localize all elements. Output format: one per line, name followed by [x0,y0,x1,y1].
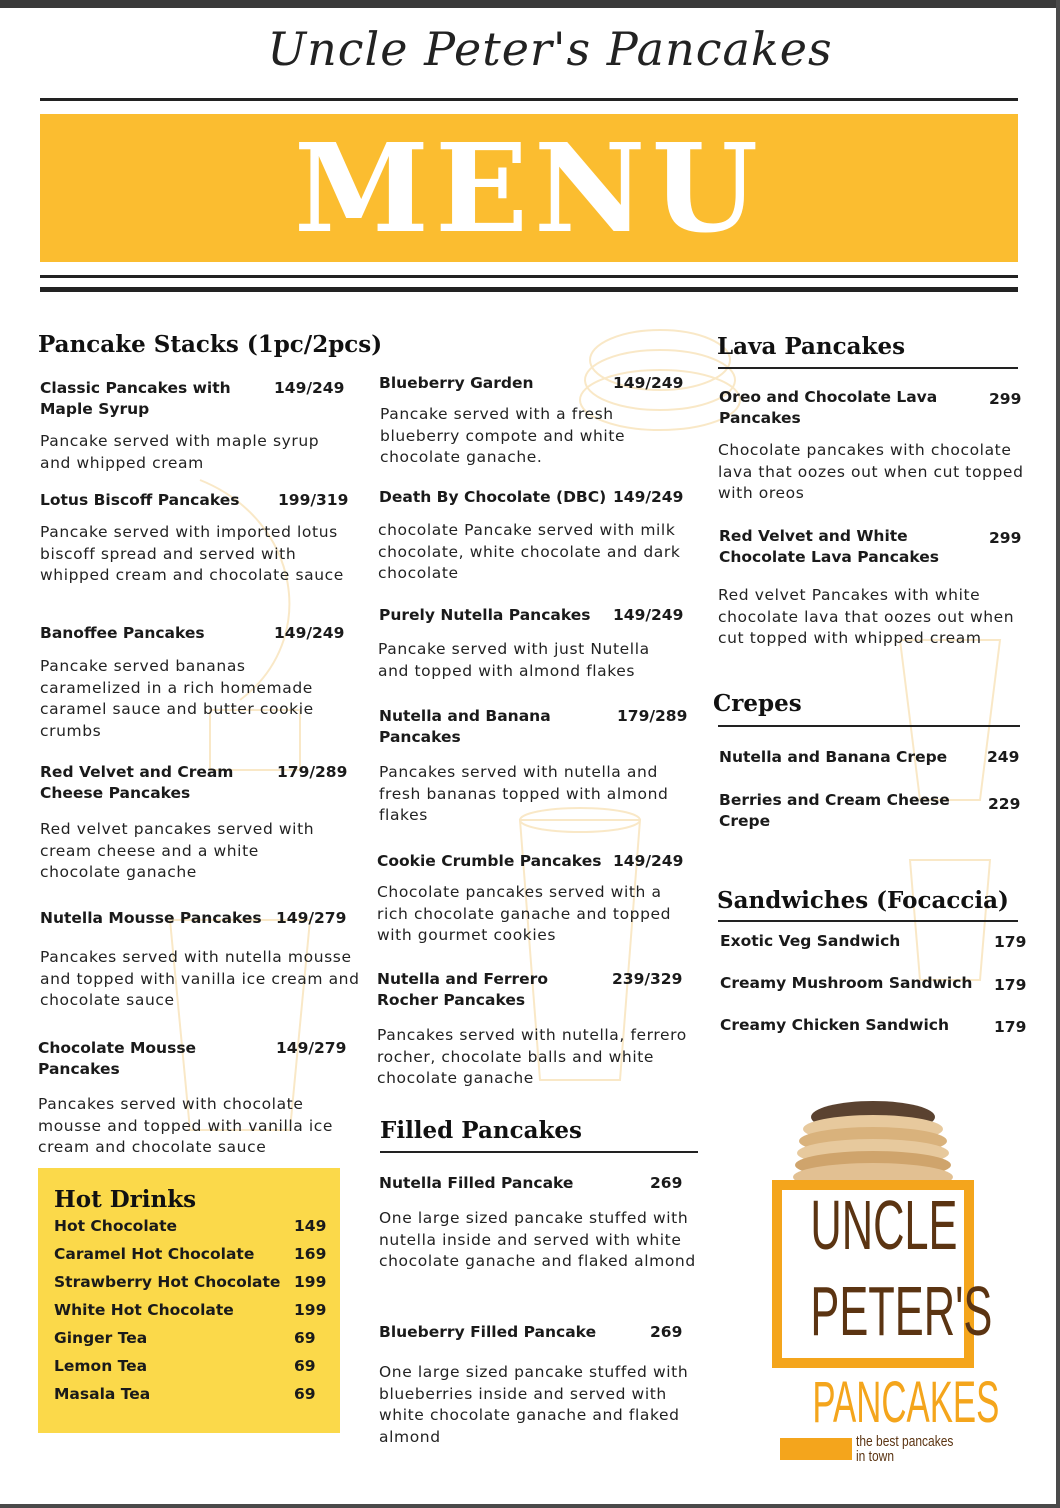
bottom-border [0,1504,1060,1508]
item-price: 149/249 [613,374,684,392]
item-price: 179 [994,976,1027,994]
logo-text: UNCLE [810,1186,958,1264]
logo-tagline-line: the best pancakes [856,1433,954,1450]
logo-bar [780,1438,852,1460]
item-name: Nutella and Ferrero Rocher Pancakes [377,970,548,1009]
item-description: Pancake served bananas caramelized in a rich homemade caramel sauce and butter cookie crumbs [40,657,314,740]
item-name: Exotic Veg Sandwich [720,932,901,950]
item-price: 149/249 [613,852,684,870]
right-border [1056,0,1060,1508]
item-name: Classic Pancakes with Maple Syrup [40,379,231,418]
divider [40,98,1018,101]
item-price: 179 [994,933,1027,951]
item-description: Pancakes served with chocolate mousse and topped with vanilla ice cream and chocolate sauce [38,1095,334,1156]
divider [718,725,1020,727]
item-description: Chocolate pancakes with chocolate lava that oozes out when cut topped with oreos [718,441,1024,502]
item-price: 179/289 [617,707,688,725]
item-description: Pancake served with a fresh blueberry compote and white chocolate ganache. [380,405,626,466]
item-price: 149/249 [613,488,684,506]
item-price: 149/279 [276,1039,347,1057]
item-price: 299 [989,390,1022,408]
item-name: Oreo and Chocolate Lava Pancakes [719,388,938,427]
item-name: Purely Nutella Pancakes [379,606,591,624]
item-description: Pancakes served with nutella mousse and topped with vanilla ice cream and chocolate sauce [40,948,360,1009]
item-description: Chocolate pancakes served with a rich chocolate ganache and topped with gourmet cookies [377,883,672,944]
item-name: Chocolate Mousse Pancakes [38,1039,197,1078]
item-price: 249 [987,748,1020,766]
item-price: 149/249 [613,606,684,624]
divider [380,1151,698,1153]
item-description: Pancake served with just Nutella and topped with almond flakes [378,640,650,680]
item-description: One large sized pancake stuffed with nutella inside and served with white chocolate ganache and flaked almond [379,1209,696,1270]
divider [40,287,1018,292]
divider [718,920,1018,922]
item-price: 199/319 [278,491,349,509]
item-price: 299 [989,529,1022,547]
item-description: One large sized pancake stuffed with blueberries inside and served with white chocolate ganache and flaked almond [379,1363,689,1446]
menu-heading: MENU [294,116,764,260]
section-title-crepes: Crepes [713,690,802,717]
item-name: Blueberry Filled Pancake [379,1323,597,1341]
item-description: Red velvet Pancakes with white chocolate lava that oozes out when cut topped with whipped cream [718,586,1015,647]
item-name: Death By Chocolate (DBC) [379,488,607,506]
item-price: 179/289 [277,763,348,781]
item-description: Pancakes served with nutella, ferrero rocher, chocolate balls and white chocolate ganache [377,1026,687,1087]
drink-price: 199 [294,1273,327,1291]
drink-name: Caramel Hot Chocolate [54,1245,255,1263]
section-title-sandwiches: Sandwiches (Focaccia) [717,887,1009,914]
item-name: Nutella Mousse Pancakes [40,909,262,927]
item-description: Pancakes served with nutella and fresh bananas topped with almond flakes [379,763,669,824]
item-price: 229 [988,795,1021,813]
item-price: 149/249 [274,379,345,397]
item-name: Nutella Filled Pancake [379,1174,574,1192]
item-price: 269 [650,1174,683,1192]
section-title-lava-pancakes: Lava Pancakes [717,333,906,360]
item-name: Berries and Cream Cheese Crepe [719,791,950,830]
divider [718,367,1018,369]
drink-price: 69 [294,1329,316,1347]
drink-price: 199 [294,1301,327,1319]
drink-name: Masala Tea [54,1385,151,1403]
logo-tagline [856,1434,953,1464]
divider [40,275,1018,278]
item-price: 179 [994,1018,1027,1036]
item-price: 269 [650,1323,683,1341]
item-price: 239/329 [612,970,683,988]
item-price: 149/249 [274,624,345,642]
item-name: Nutella and Banana Crepe [719,748,948,766]
item-name: Banoffee Pancakes [40,624,205,642]
item-name: Nutella and Banana Pancakes [379,707,551,746]
drink-price: 69 [294,1385,316,1403]
drink-name: Hot Chocolate [54,1217,178,1235]
item-name: Cookie Crumble Pancakes [377,852,602,870]
top-border [0,0,1060,8]
item-description: chocolate Pancake served with milk chocolate, white chocolate and dark chocolate [378,521,681,582]
item-name: Creamy Mushroom Sandwich [720,974,973,992]
drink-price: 169 [294,1245,327,1263]
section-title-pancake-stacks: Pancake Stacks (1pc/2pcs) [38,331,383,358]
item-name: Red Velvet and Cream Cheese Pancakes [40,763,234,802]
section-title-hot-drinks: Hot Drinks [54,1186,197,1213]
section-title-filled-pancakes: Filled Pancakes [380,1117,582,1144]
item-name: Creamy Chicken Sandwich [720,1016,949,1034]
logo-tagline-line: in town [856,1448,895,1465]
item-name: Blueberry Garden [379,374,534,392]
item-name: Red Velvet and White Chocolate Lava Pancakes [719,527,939,566]
item-name: Lotus Biscoff Pancakes [40,491,240,509]
logo-text: PANCAKES [812,1370,1000,1435]
logo-text: PETER'S [810,1272,993,1350]
item-description: Pancake served with maple syrup and whipped cream [40,432,320,472]
drink-name: Lemon Tea [54,1357,148,1375]
item-price: 149/279 [276,909,347,927]
drink-name: White Hot Chocolate [54,1301,234,1319]
item-description: Red velvet pancakes served with cream cheese and a white chocolate ganache [40,820,315,881]
item-description: Pancake served with imported lotus biscoff spread and served with whipped cream and chocolate sauce [40,523,344,584]
drink-name: Ginger Tea [54,1329,148,1347]
drink-price: 149 [294,1217,327,1235]
drink-price: 69 [294,1357,316,1375]
brand-title: Uncle Peter's Pancakes [267,22,833,76]
drink-name: Strawberry Hot Chocolate [54,1273,281,1291]
